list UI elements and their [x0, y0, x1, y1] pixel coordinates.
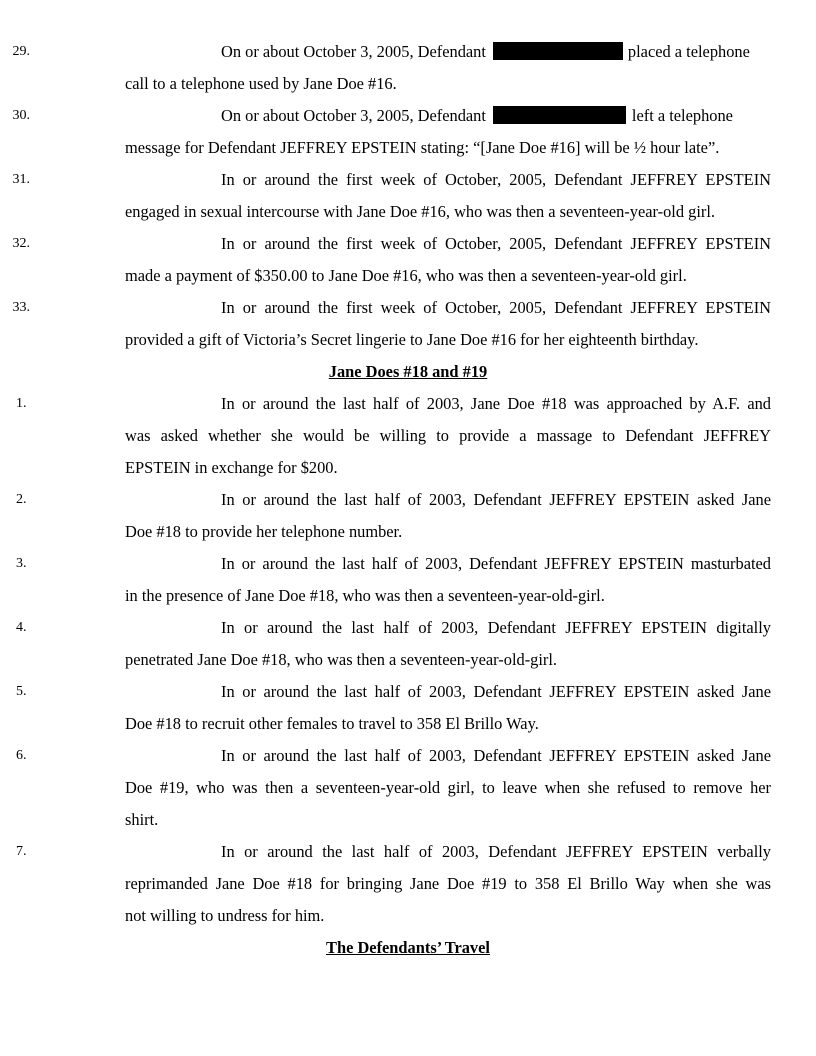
redaction-block [493, 42, 623, 60]
paragraph-31 [12, 164, 771, 228]
paragraph-6 [16, 740, 771, 836]
paragraph-33 [12, 292, 771, 356]
line-text: In or around the first week of October, 2005, Defendant JEFFREY EPSTEIN [221, 234, 771, 253]
paragraph-2 [16, 484, 771, 548]
line-text: In or around the last half of 2003, Jane Doe #18 was approached by A.F. and [221, 394, 771, 413]
paragraph-line: engaged in sexual intercourse with Jane Doe #16, who was then a seventeen-year-old girl. [125, 202, 715, 221]
paragraph-number: 5. [16, 684, 27, 699]
line-text-after-redaction: placed a telephone [627, 42, 750, 61]
paragraph-line: in the presence of Jane Doe #18, who was then a seventeen-year-old-girl. [125, 586, 605, 605]
paragraph-number: 31. [12, 172, 30, 187]
paragraph-number: 1. [16, 396, 27, 411]
line-text-after-redaction: left a telephone [631, 106, 733, 125]
paragraph-32 [12, 228, 771, 292]
line-text: In or around the last half of 2003, Defendant JEFFREY EPSTEIN asked Jane [221, 682, 771, 701]
line-text: In or around the last half of 2003, Defendant JEFFREY EPSTEIN verbally [221, 842, 771, 861]
paragraph-7 [16, 836, 771, 932]
line-text: In or around the first week of October, 2005, Defendant JEFFREY EPSTEIN [221, 298, 771, 317]
line-text-before-redaction: On or about October 3, 2005, Defendant [221, 42, 486, 61]
paragraph-line: shirt. [125, 810, 159, 829]
paragraph-number: 33. [12, 300, 30, 315]
paragraph-line [125, 228, 771, 260]
paragraph-30 [12, 100, 771, 164]
paragraph-3 [16, 548, 771, 612]
paragraph-line: provided a gift of Victoria’s Secret lingerie to Jane Doe #16 for her eighteenth birthday. [125, 330, 699, 349]
paragraph-number: 7. [16, 844, 27, 859]
paragraph-1 [16, 388, 771, 484]
paragraph-line: was asked whether she would be willing to provide a massage to Defendant JEFFREY [125, 426, 771, 445]
paragraph-number: 3. [16, 556, 27, 571]
line-text: In or around the first week of October, 2005, Defendant JEFFREY EPSTEIN [221, 170, 771, 189]
paragraph-line [125, 836, 771, 868]
paragraph-number: 6. [16, 748, 27, 763]
paragraph-line: Doe #19, who was then a seventeen-year-old girl, to leave when she refused to remove her [125, 778, 771, 797]
paragraph-5 [16, 676, 771, 740]
paragraph-line: Doe #18 to recruit other females to travel to 358 El Brillo Way. [125, 714, 539, 733]
paragraph-line: penetrated Jane Doe #18, who was then a seventeen-year-old-girl. [125, 650, 558, 669]
paragraph-line [125, 164, 771, 196]
paragraph-4 [16, 612, 771, 676]
paragraph-line [125, 36, 771, 68]
paragraph-line: EPSTEIN in exchange for $200. [125, 458, 338, 477]
section-heading-defendants-travel: The Defendants’ Travel [326, 938, 490, 957]
line-text: In or around the last half of 2003, Defendant JEFFREY EPSTEIN digitally [221, 618, 771, 637]
paragraph-number: 30. [12, 108, 30, 123]
paragraph-number: 2. [16, 492, 27, 507]
line-text: In or around the last half of 2003, Defendant JEFFREY EPSTEIN masturbated [221, 554, 771, 573]
paragraph-line [125, 676, 771, 708]
paragraph-line: call to a telephone used by Jane Doe #16. [125, 74, 397, 93]
paragraph-line [125, 100, 771, 132]
paragraph-line: Doe #18 to provide her telephone number. [125, 522, 403, 541]
paragraph-29 [12, 36, 771, 100]
paragraph-line: message for Defendant JEFFREY EPSTEIN stating: “[Jane Doe #16] will be ½ hour late”. [125, 138, 720, 157]
section-heading-jane-does-18-19: Jane Does #18 and #19 [328, 362, 488, 381]
paragraph-line: made a payment of $350.00 to Jane Doe #16, who was then a seventeen-year-old girl. [125, 266, 687, 285]
paragraph-line [125, 740, 771, 772]
paragraph-line [125, 612, 771, 644]
paragraph-line [125, 292, 771, 324]
paragraph-line [125, 548, 771, 580]
redaction-block [493, 106, 626, 124]
paragraph-number: 4. [16, 620, 27, 635]
paragraph-number: 29. [12, 44, 30, 59]
paragraph-line: not willing to undress for him. [125, 906, 325, 925]
line-text: In or around the last half of 2003, Defendant JEFFREY EPSTEIN asked Jane [221, 746, 771, 765]
paragraph-line [125, 484, 771, 516]
line-text-before-redaction: On or about October 3, 2005, Defendant [221, 106, 486, 125]
paragraph-line [125, 388, 771, 420]
line-text: In or around the last half of 2003, Defendant JEFFREY EPSTEIN asked Jane [221, 490, 771, 509]
paragraph-number: 32. [12, 236, 30, 251]
paragraph-line: reprimanded Jane Doe #18 for bringing Jane Doe #19 to 358 El Brillo Way when she was [125, 874, 771, 893]
